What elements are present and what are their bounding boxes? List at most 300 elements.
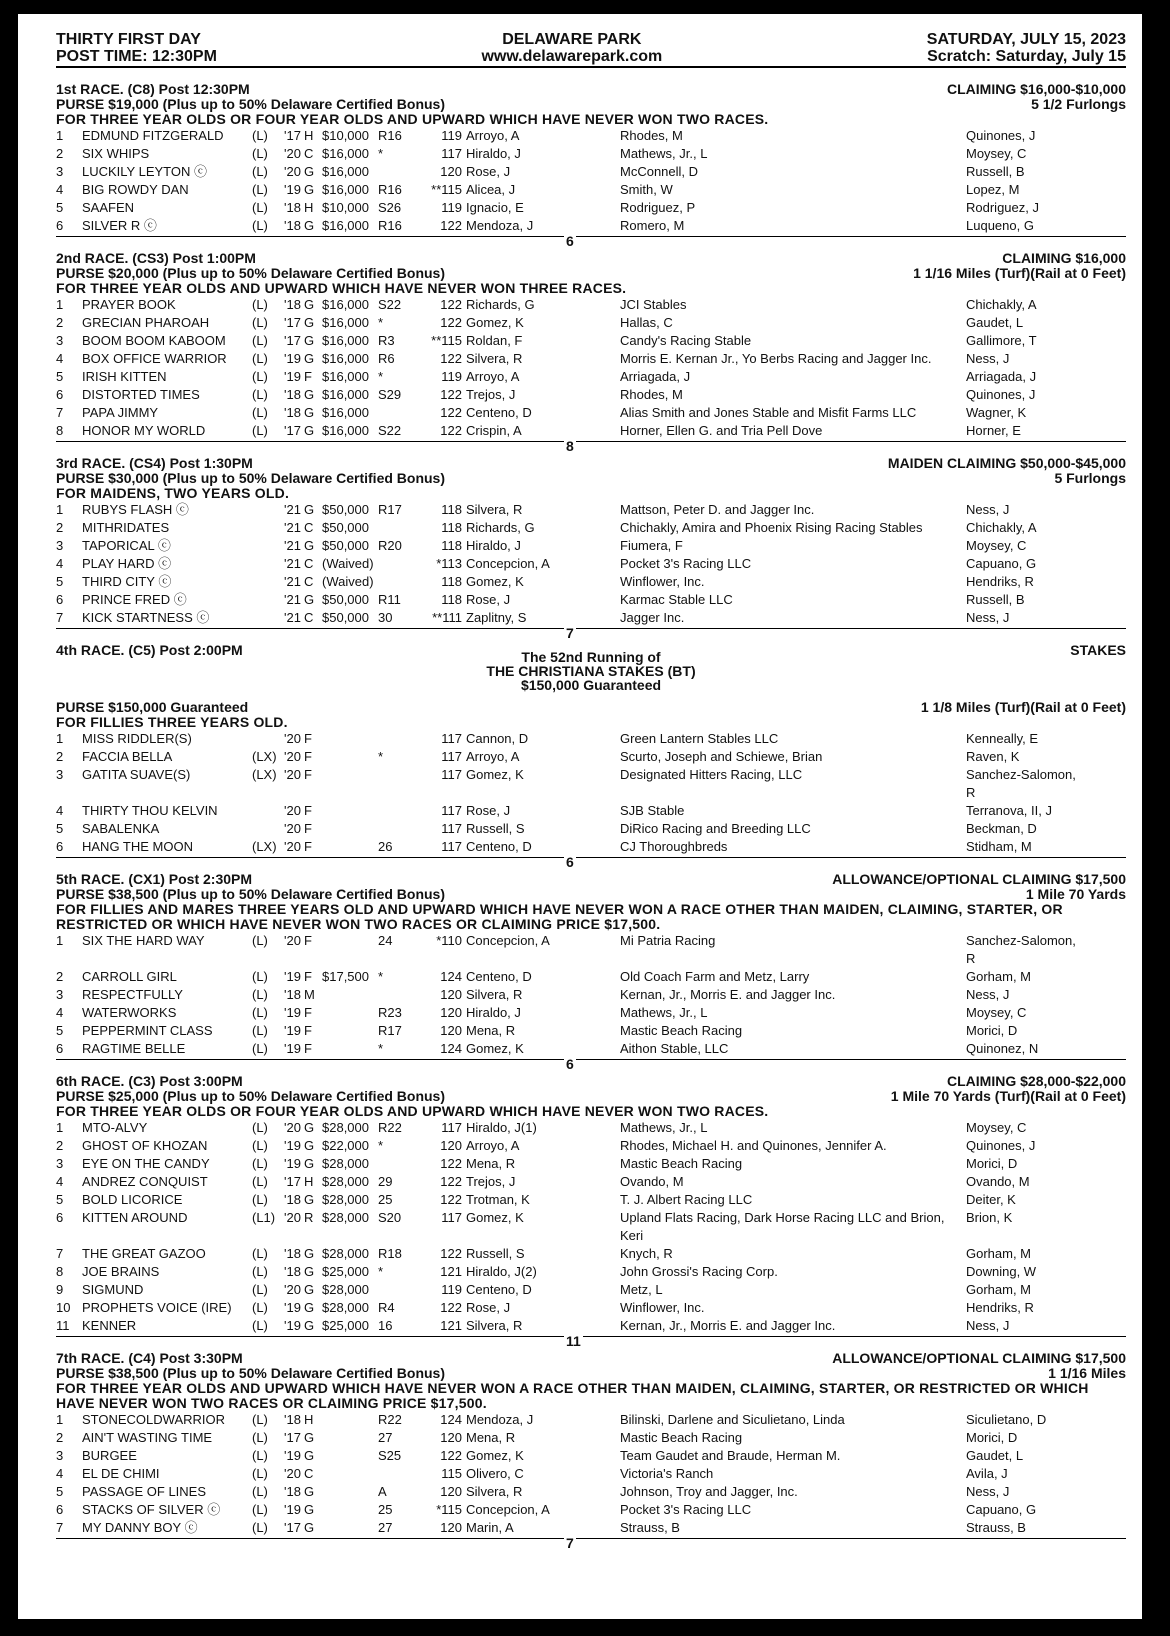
foal-year: '17 xyxy=(284,1430,301,1445)
race-conditions: FOR THREE YEAR OLDS AND UPWARD WHICH HAVE NEVER WON THREE RACES. xyxy=(56,280,627,296)
post-position: 4 xyxy=(56,803,64,818)
horse-name: WATERWORKS xyxy=(82,1005,177,1020)
weight: 119 xyxy=(441,128,462,143)
race-section xyxy=(56,1073,1126,1349)
weight: 118 xyxy=(441,574,462,589)
last-race-info: R16 xyxy=(378,218,402,233)
claiming-price: $50,000 xyxy=(322,610,369,625)
post-position: 3 xyxy=(56,333,64,348)
medication: (LX) xyxy=(252,839,277,854)
trainer: Deiter, K xyxy=(966,1192,1016,1207)
horse-name: BIG ROWDY DAN xyxy=(82,182,189,197)
last-race-info xyxy=(378,730,422,748)
jockey: Russell, S xyxy=(466,821,525,836)
claiming-price: $28,000 xyxy=(322,1192,369,1207)
claiming-price: $16,000 xyxy=(322,218,369,233)
entry-row xyxy=(56,1191,1126,1209)
jockey: Mendoza, J xyxy=(466,1412,534,1427)
owner: Pocket 3's Racing LLC xyxy=(620,1502,752,1517)
post-position: 7 xyxy=(56,1246,64,1261)
foal-year: '21 xyxy=(284,592,301,607)
trainer: Brion, K xyxy=(966,1210,1013,1225)
foal-year: '19 xyxy=(284,369,301,384)
foal-year: '20 xyxy=(284,164,301,179)
claiming-price: $28,000 xyxy=(322,1246,369,1261)
last-race-info xyxy=(378,766,422,802)
horse-name: HONOR MY WORLD xyxy=(82,423,206,438)
foal-year: '19 xyxy=(284,1138,301,1153)
claiming-price: $16,000 xyxy=(322,405,369,420)
jockey: Arroyo, A xyxy=(466,1138,520,1153)
weight: 120 xyxy=(440,1520,462,1535)
horse-name: SAAFEN xyxy=(82,200,135,215)
entry-row xyxy=(56,1022,1126,1040)
weight: 121 xyxy=(440,1264,462,1279)
post-position: 1 xyxy=(56,502,64,517)
post-position: 6 xyxy=(56,218,64,233)
foal-year: '18 xyxy=(284,1484,301,1499)
owner: Rodriguez, P xyxy=(620,200,696,215)
owner: DiRico Racing and Breeding LLC xyxy=(620,821,811,836)
weight: 122 xyxy=(440,1156,462,1171)
entry-row xyxy=(56,1447,1126,1465)
weight: 120 xyxy=(440,1430,462,1445)
foal-year: '18 xyxy=(284,387,301,402)
jockey: Gomez, K xyxy=(466,767,524,782)
last-race-info: S26 xyxy=(378,200,402,215)
last-race-info: R17 xyxy=(378,502,402,517)
post-position: 7 xyxy=(56,610,64,625)
sex: G xyxy=(304,1484,315,1499)
entry-row xyxy=(56,1501,1126,1519)
last-race-info: R22 xyxy=(378,1120,402,1135)
sex: G xyxy=(304,297,315,312)
sex: M xyxy=(304,987,315,1002)
horse-name: EL DE CHIMI xyxy=(82,1466,160,1481)
entry-row xyxy=(56,591,1126,609)
horse-name: KICK STARTNESS ⓒ xyxy=(82,610,210,625)
race-purse-line xyxy=(56,1089,1126,1104)
post-position: 3 xyxy=(56,1448,64,1463)
sex: G xyxy=(304,405,315,420)
jockey: Marin, A xyxy=(466,1520,514,1535)
horse-name: SILVER R ⓒ xyxy=(82,218,157,233)
claiming-price xyxy=(322,820,378,838)
race-conditions: FOR THREE YEAR OLDS OR FOUR YEAR OLDS AND UPWARD WHICH HAVE NEVER WON TWO RACES. xyxy=(56,1103,769,1119)
post-position: 3 xyxy=(56,538,64,553)
last-race-info: R6 xyxy=(378,351,395,366)
horse-name: GATITA SUAVE(S) xyxy=(82,767,191,782)
sex: G xyxy=(304,1282,315,1297)
foal-year: '20 xyxy=(284,839,301,854)
trainer: Terranova, II, J xyxy=(966,803,1052,818)
jockey: Gomez, K xyxy=(466,315,524,330)
stakes-line-3: $150,000 Guaranteed xyxy=(520,677,662,693)
post-position: 9 xyxy=(56,1282,64,1297)
jockey: Ignacio, E xyxy=(466,200,524,215)
post-position: 10 xyxy=(56,1300,71,1315)
foal-year: '20 xyxy=(284,731,301,746)
race-purse: PURSE $19,000 (Plus up to 50% Delaware Certified Bonus) xyxy=(56,96,446,112)
trainer: Stidham, M xyxy=(966,839,1032,854)
weight: 119 xyxy=(441,1282,462,1297)
jockey: Trejos, J xyxy=(466,387,516,402)
trainer: Horner, E xyxy=(966,423,1021,438)
owner: Chichakly, Amira and Phoenix Rising Racing Stables xyxy=(620,520,923,535)
post-position: 3 xyxy=(56,164,64,179)
foal-year: '20 xyxy=(284,1210,301,1225)
weight: *113 xyxy=(436,556,462,571)
race-heading xyxy=(56,82,1126,97)
horse-name: PEPPERMINT CLASS xyxy=(82,1023,213,1038)
header-center xyxy=(481,31,662,65)
jockey: Alicea, J xyxy=(466,182,516,197)
sex: R xyxy=(304,1210,314,1225)
foal-year: '21 xyxy=(284,574,301,589)
owner: Scurto, Joseph and Schiewe, Brian xyxy=(620,749,823,764)
entry-row xyxy=(56,1137,1126,1155)
medication: (L) xyxy=(252,218,268,233)
foal-year: '19 xyxy=(284,182,301,197)
weight: 122 xyxy=(440,1246,462,1261)
trainer: Chichakly, A xyxy=(966,520,1037,535)
claiming-price: $16,000 xyxy=(322,333,369,348)
sex: F xyxy=(304,1023,312,1038)
medication: (L) xyxy=(252,1448,268,1463)
owner: Smith, W xyxy=(620,182,673,197)
horse-name: PLAY HARD ⓒ xyxy=(82,556,172,571)
owner: Horner, Ellen G. and Tria Pell Dove xyxy=(620,423,823,438)
weight: 122 xyxy=(440,297,462,312)
weight: 117 xyxy=(441,146,462,161)
jockey: Mendoza, J xyxy=(466,218,534,233)
owner: JCI Stables xyxy=(620,297,687,312)
race-purse: PURSE $25,000 (Plus up to 50% Delaware Certified Bonus) xyxy=(56,1088,446,1104)
claiming-price: $22,000 xyxy=(322,1138,369,1153)
foal-year: '20 xyxy=(284,803,301,818)
race-title: 6th RACE. (C3) Post 3:00PM xyxy=(56,1073,243,1089)
last-race-info xyxy=(378,519,422,537)
sex: C xyxy=(304,610,314,625)
post-position: 6 xyxy=(56,592,64,607)
horse-name: PAPA JIMMY xyxy=(82,405,159,420)
weight: **115 xyxy=(431,182,462,197)
owner: Rhodes, Michael H. and Quinones, Jennifer A. xyxy=(620,1138,887,1153)
sex: G xyxy=(304,1318,315,1333)
medication: (L) xyxy=(252,1120,268,1135)
horse-name: JOE BRAINS xyxy=(82,1264,160,1279)
jockey: Trotman, K xyxy=(466,1192,530,1207)
jockey: Centeno, D xyxy=(466,1282,532,1297)
trainer: Gaudet, L xyxy=(966,1448,1024,1463)
foal-year: '19 xyxy=(284,1448,301,1463)
entry-row xyxy=(56,1155,1126,1173)
entry-row xyxy=(56,802,1126,820)
last-race-info: R22 xyxy=(378,1412,402,1427)
entry-row xyxy=(56,537,1126,555)
trainer: Quinones, J xyxy=(966,387,1036,402)
horse-name: HANG THE MOON xyxy=(82,839,193,854)
trainer: Siculietano, D xyxy=(966,1412,1047,1427)
claiming-price: $16,000 xyxy=(322,182,369,197)
trainer: Ovando, M xyxy=(966,1174,1030,1189)
weight: 124 xyxy=(440,1041,462,1056)
owner: Kernan, Jr., Morris E. and Jagger Inc. xyxy=(620,1318,836,1333)
horse-name: BOOM BOOM KABOOM xyxy=(82,333,226,348)
last-race-info: R18 xyxy=(378,1246,402,1261)
weight: 117 xyxy=(441,1210,462,1225)
trainer: Russell, B xyxy=(966,592,1025,607)
horse-name: THIRTY THOU KELVIN xyxy=(82,803,218,818)
field-size: 11 xyxy=(566,1333,581,1349)
race-purse-line xyxy=(56,97,1126,112)
race-type: CLAIMING $16,000 xyxy=(1002,250,1126,266)
claiming-price xyxy=(322,1429,378,1447)
horse-name: RAGTIME BELLE xyxy=(82,1041,186,1056)
last-race-info: 16 xyxy=(378,1318,393,1333)
trainer: Arriagada, J xyxy=(966,369,1037,384)
track-website: www.delawarepark.com xyxy=(481,48,663,65)
last-race-info: R4 xyxy=(378,1300,395,1315)
claiming-price: $50,000 xyxy=(322,520,369,535)
owner: Mi Patria Racing xyxy=(620,933,716,948)
weight: 120 xyxy=(440,1005,462,1020)
foal-year: '19 xyxy=(284,969,301,984)
last-race-info: R16 xyxy=(378,182,402,197)
medication: (L) xyxy=(252,164,268,179)
medication: (L) xyxy=(252,1246,268,1261)
horse-name: STACKS OF SILVER ⓒ xyxy=(82,1502,221,1517)
race-purse-line xyxy=(56,1366,1126,1381)
horse-name: EYE ON THE CANDY xyxy=(82,1156,210,1171)
entry-list xyxy=(56,296,1126,440)
post-position: 3 xyxy=(56,1156,64,1171)
post-position: 5 xyxy=(56,574,64,589)
entry-row xyxy=(56,181,1126,199)
jockey: Rose, J xyxy=(466,803,511,818)
horse-name: FACCIA BELLA xyxy=(82,749,173,764)
medication: (L) xyxy=(252,200,268,215)
jockey: Silvera, R xyxy=(466,1318,523,1333)
last-race-info: A xyxy=(378,1484,387,1499)
horse-name: KENNER xyxy=(82,1318,137,1333)
trainer: Morici, D xyxy=(966,1156,1018,1171)
medication xyxy=(252,591,284,609)
race-title: 7th RACE. (C4) Post 3:30PM xyxy=(56,1350,243,1366)
weight: 117 xyxy=(441,731,462,746)
post-position: 4 xyxy=(56,351,64,366)
trainer: Raven, K xyxy=(966,749,1020,764)
claiming-price: $28,000 xyxy=(322,1282,369,1297)
last-race-info: 25 xyxy=(378,1192,393,1207)
weight: 122 xyxy=(440,1174,462,1189)
post-position: 5 xyxy=(56,1023,64,1038)
trainer: Avila, J xyxy=(966,1466,1008,1481)
sex: G xyxy=(304,387,315,402)
race-heading xyxy=(56,456,1126,471)
weight: 120 xyxy=(440,1023,462,1038)
weight: 117 xyxy=(441,749,462,764)
medication: (L) xyxy=(252,297,268,312)
foal-year: '21 xyxy=(284,538,301,553)
trainer: Moysey, C xyxy=(966,146,1027,161)
field-size: 7 xyxy=(566,625,574,641)
last-race-info: * xyxy=(378,315,384,330)
entry-list xyxy=(56,1411,1126,1537)
weight: 124 xyxy=(440,969,462,984)
weight: 119 xyxy=(441,369,462,384)
jockey: Centeno, D xyxy=(466,839,532,854)
entry-row xyxy=(56,1519,1126,1537)
trainer: Morici, D xyxy=(966,1023,1018,1038)
entry-row xyxy=(56,573,1126,591)
foal-year: '20 xyxy=(284,933,301,948)
last-race-info: R11 xyxy=(378,592,401,607)
track-name: DELAWARE PARK xyxy=(502,31,642,48)
post-position: 2 xyxy=(56,749,64,764)
sex: G xyxy=(304,164,315,179)
post-position: 5 xyxy=(56,1484,64,1499)
last-race-info: * xyxy=(378,1138,384,1153)
medication: (L) xyxy=(252,369,268,384)
last-race-info: R16 xyxy=(378,128,402,143)
sex: G xyxy=(304,1520,315,1535)
sex: F xyxy=(304,821,312,836)
weight: 120 xyxy=(440,164,462,179)
medication: (L) xyxy=(252,315,268,330)
sex: F xyxy=(304,369,312,384)
jockey: Silvera, R xyxy=(466,987,523,1002)
foal-year: '20 xyxy=(284,1466,301,1481)
entry-row xyxy=(56,1245,1126,1263)
race-title: 1st RACE. (C8) Post 12:30PM xyxy=(56,81,250,97)
medication: (L) xyxy=(252,1192,268,1207)
sex: G xyxy=(304,1138,315,1153)
foal-year: '21 xyxy=(284,502,301,517)
entry-row xyxy=(56,1483,1126,1501)
claiming-price xyxy=(322,838,378,856)
owner: Romero, M xyxy=(620,218,685,233)
post-position: 2 xyxy=(56,520,64,535)
owner: Mastic Beach Racing xyxy=(620,1023,743,1038)
jockey: Arroyo, A xyxy=(466,128,520,143)
claiming-price: $16,000 xyxy=(322,423,369,438)
last-race-info: 24 xyxy=(378,933,393,948)
medication: (L) xyxy=(252,1138,268,1153)
sex: C xyxy=(304,146,314,161)
jockey: Arroyo, A xyxy=(466,749,520,764)
entry-row xyxy=(56,1119,1126,1137)
post-position: 1 xyxy=(56,933,64,948)
last-race-info: 29 xyxy=(378,1174,393,1189)
last-race-info: S20 xyxy=(378,1210,402,1225)
claiming-price: $28,000 xyxy=(322,1120,369,1135)
horse-name: KITTEN AROUND xyxy=(82,1210,188,1225)
jockey: Zaplitny, S xyxy=(466,610,527,625)
claiming-price xyxy=(322,802,378,820)
last-race-info xyxy=(378,573,422,591)
sex: G xyxy=(304,592,315,607)
claiming-price: $28,000 xyxy=(322,1174,369,1189)
race-purse-line xyxy=(56,471,1126,486)
trainer: Quinones, J xyxy=(966,128,1036,143)
claiming-price: $50,000 xyxy=(322,592,369,607)
sex: G xyxy=(304,315,315,330)
race-purse: PURSE $150,000 Guaranteed xyxy=(56,699,249,715)
weight: 115 xyxy=(441,1466,462,1481)
horse-name: AIN'T WASTING TIME xyxy=(82,1430,213,1445)
owner: Jagger Inc. xyxy=(620,610,685,625)
claiming-price xyxy=(322,986,378,1004)
horse-name: LUCKILY LEYTON ⓒ xyxy=(82,164,207,179)
jockey: Rose, J xyxy=(466,164,511,179)
entry-row xyxy=(56,1173,1126,1191)
post-position: 7 xyxy=(56,1520,64,1535)
race-conditions: FOR THREE YEAR OLDS AND UPWARD WHICH HAVE NEVER WON A RACE OTHER THAN MAIDEN, CLAIMING, STARTER, OR RESTRICTED OR WHICH HAVE NEVER WON TWO RACES OR CLAIMING PRICE $17,500. xyxy=(56,1380,1089,1411)
owner: Knych, R xyxy=(620,1246,673,1261)
claiming-price xyxy=(322,932,378,968)
post-time: POST TIME: 12:30PM xyxy=(56,48,217,65)
header-left xyxy=(56,31,217,65)
foal-year: '19 xyxy=(284,1300,301,1315)
owner: Rhodes, M xyxy=(620,387,683,402)
horse-name: DISTORTED TIMES xyxy=(82,387,200,402)
horse-name: SIX THE HARD WAY xyxy=(82,933,205,948)
post-position: 3 xyxy=(56,987,64,1002)
jockey: Richards, G xyxy=(466,520,535,535)
jockey: Mena, R xyxy=(466,1023,516,1038)
medication xyxy=(252,730,284,748)
claiming-price xyxy=(322,1411,378,1429)
post-position: 2 xyxy=(56,969,64,984)
owner: John Grossi's Racing Corp. xyxy=(620,1264,778,1279)
sex: G xyxy=(304,1192,315,1207)
entry-row xyxy=(56,1411,1126,1429)
horse-name: PRAYER BOOK xyxy=(82,297,176,312)
claiming-price: $25,000 xyxy=(322,1318,369,1333)
foal-year: '17 xyxy=(284,315,301,330)
claiming-price xyxy=(322,1519,378,1537)
owner: Johnson, Troy and Jagger, Inc. xyxy=(620,1484,798,1499)
post-position: 8 xyxy=(56,423,64,438)
claiming-price: $16,000 xyxy=(322,146,369,161)
owner: Mastic Beach Racing xyxy=(620,1430,743,1445)
last-race-info xyxy=(378,163,422,181)
race-distance: 1 Mile 70 Yards (Turf)(Rail at 0 Feet) xyxy=(890,1088,1126,1104)
weight: *115 xyxy=(436,1502,462,1517)
foal-year: '18 xyxy=(284,218,301,233)
entry-row xyxy=(56,1209,1126,1245)
owner: Upland Flats Racing, Dark Horse Racing LLC and Brion, Keri xyxy=(620,1210,945,1243)
claiming-price: (Waived) xyxy=(322,556,374,571)
race-section xyxy=(56,81,1126,249)
horse-name: MISS RIDDLER(S) xyxy=(82,731,192,746)
foal-year: '18 xyxy=(284,987,301,1002)
race-list xyxy=(56,81,1126,1551)
jockey: Hiraldo, J(1) xyxy=(466,1120,537,1135)
trainer: Kenneally, E xyxy=(966,731,1039,746)
owner: Pocket 3's Racing LLC xyxy=(620,556,752,571)
header-right xyxy=(927,31,1126,65)
race-purse-line xyxy=(56,887,1126,902)
foal-year: '18 xyxy=(284,1192,301,1207)
foal-year: '20 xyxy=(284,821,301,836)
trainer: Ness, J xyxy=(966,351,1010,366)
weight: 122 xyxy=(440,315,462,330)
foal-year: '19 xyxy=(284,1156,301,1171)
weight: 122 xyxy=(440,387,462,402)
foal-year: '18 xyxy=(284,405,301,420)
